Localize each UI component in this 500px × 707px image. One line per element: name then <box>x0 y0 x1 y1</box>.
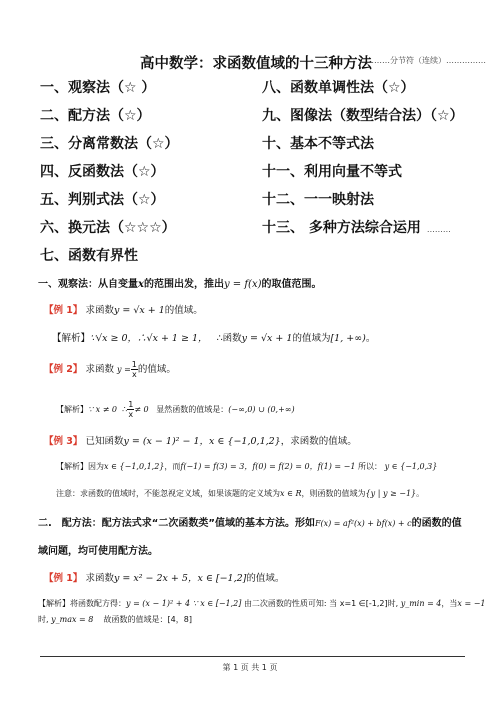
method-item: 七、函数有界性 <box>40 248 138 264</box>
section-1-heading: 一、观察法：从自变量x的范围出发，推出y = f(x)的取值范围。 <box>38 279 322 290</box>
solution-2-1-cont: 时, y_max = 8 故函数的值域是：[4，8] <box>38 615 192 624</box>
method-row <box>40 213 490 241</box>
page-footer: 第 1 页 共 1 页 <box>222 663 278 672</box>
method-item: 五、判别式法（☆） <box>40 192 165 208</box>
solution-1: 【解析】∵√x ≥ 0，∴√x + 1 ≥ 1， ∴函数y = √x + 1的值域为[1, +∞)。 <box>52 333 376 344</box>
section-2-heading-cont: 域问题，均可使用配方法。 <box>38 546 158 557</box>
method-row <box>40 101 490 129</box>
solution-2: 【解析】∵ x ≠ 0 ∴ $\frac{1}{x}$ ≠ 0 显然函数的值域是：(−∞,0) ∪ (0,+∞) <box>56 400 295 419</box>
method-item: 六、换元法（☆☆☆） <box>40 220 176 236</box>
method-item: 九、图像法（数型结合法）（☆） <box>262 108 464 124</box>
note: 注意：求函数的值域时，不能忽视定义域，如果该题的定义域为x ∈ R，则函数的值域为{y | y ≥ −1}。 <box>56 489 425 498</box>
method-item: 八、函数单调性法（☆） <box>262 80 415 96</box>
section-break-note: ………分节符（连续）…………… <box>366 56 486 65</box>
method-row <box>40 241 490 269</box>
method-item: 十三、 多种方法综合运用 ……… <box>262 220 451 236</box>
method-row <box>40 185 490 213</box>
page-title: 高中数学：求函数值域的十三种方法 <box>140 56 372 72</box>
example-2: 【例 2】 求函数 y = $\frac{1}{x}$ 的值域。 <box>44 360 176 379</box>
solution-3: 【解析】因为x ∈ {−1,0,1,2}，而f(−1) = f(3) = 3，f(0) = f(2) = 0，f(1) = −1 所以： y ∈ {−1,0,3} <box>56 462 438 471</box>
method-row <box>40 157 490 185</box>
method-item: 十一、利用向量不等式 <box>262 164 402 180</box>
method-item: 一、观察法（☆ ） <box>40 80 156 96</box>
solution-2-1: 【解析】将函数配方得：y = (x − 1)² + 4 ∵ x ∈ [−1,2] 由二次函数的性质可知: 当 x=1 ∈[-1,2]时, y_min = 4，当x = −1 <box>38 599 486 608</box>
example-3: 【例 3】 已知函数y = (x − 1)² − 1，x ∈ {−1,0,1,2}，求函数的值域。 <box>44 436 357 447</box>
example-1: 【例 1】 求函数y = √x + 1的值域。 <box>44 305 203 316</box>
method-item: 四、反函数法（☆） <box>40 164 165 180</box>
method-item: 二、配方法（☆） <box>40 108 151 124</box>
section-2-heading: 二. 配方法：配方法式求“二次函数类”值域的基本方法。形如F(x) = af²(x) + bf(x) + c的函数的值 <box>38 518 462 529</box>
example-2-1: 【例 1】 求函数y = x² − 2x + 5，x ∈ [−1,2]的值域。 <box>44 573 285 584</box>
method-item <box>262 247 490 263</box>
footer-divider <box>40 656 465 657</box>
method-item: 十、基本不等式法 <box>262 136 374 152</box>
method-row <box>40 73 490 101</box>
method-item: 十二、一一映射法 <box>262 192 374 208</box>
method-item: 三、分离常数法（☆） <box>40 136 179 152</box>
method-list <box>40 73 490 269</box>
method-row <box>40 129 490 157</box>
